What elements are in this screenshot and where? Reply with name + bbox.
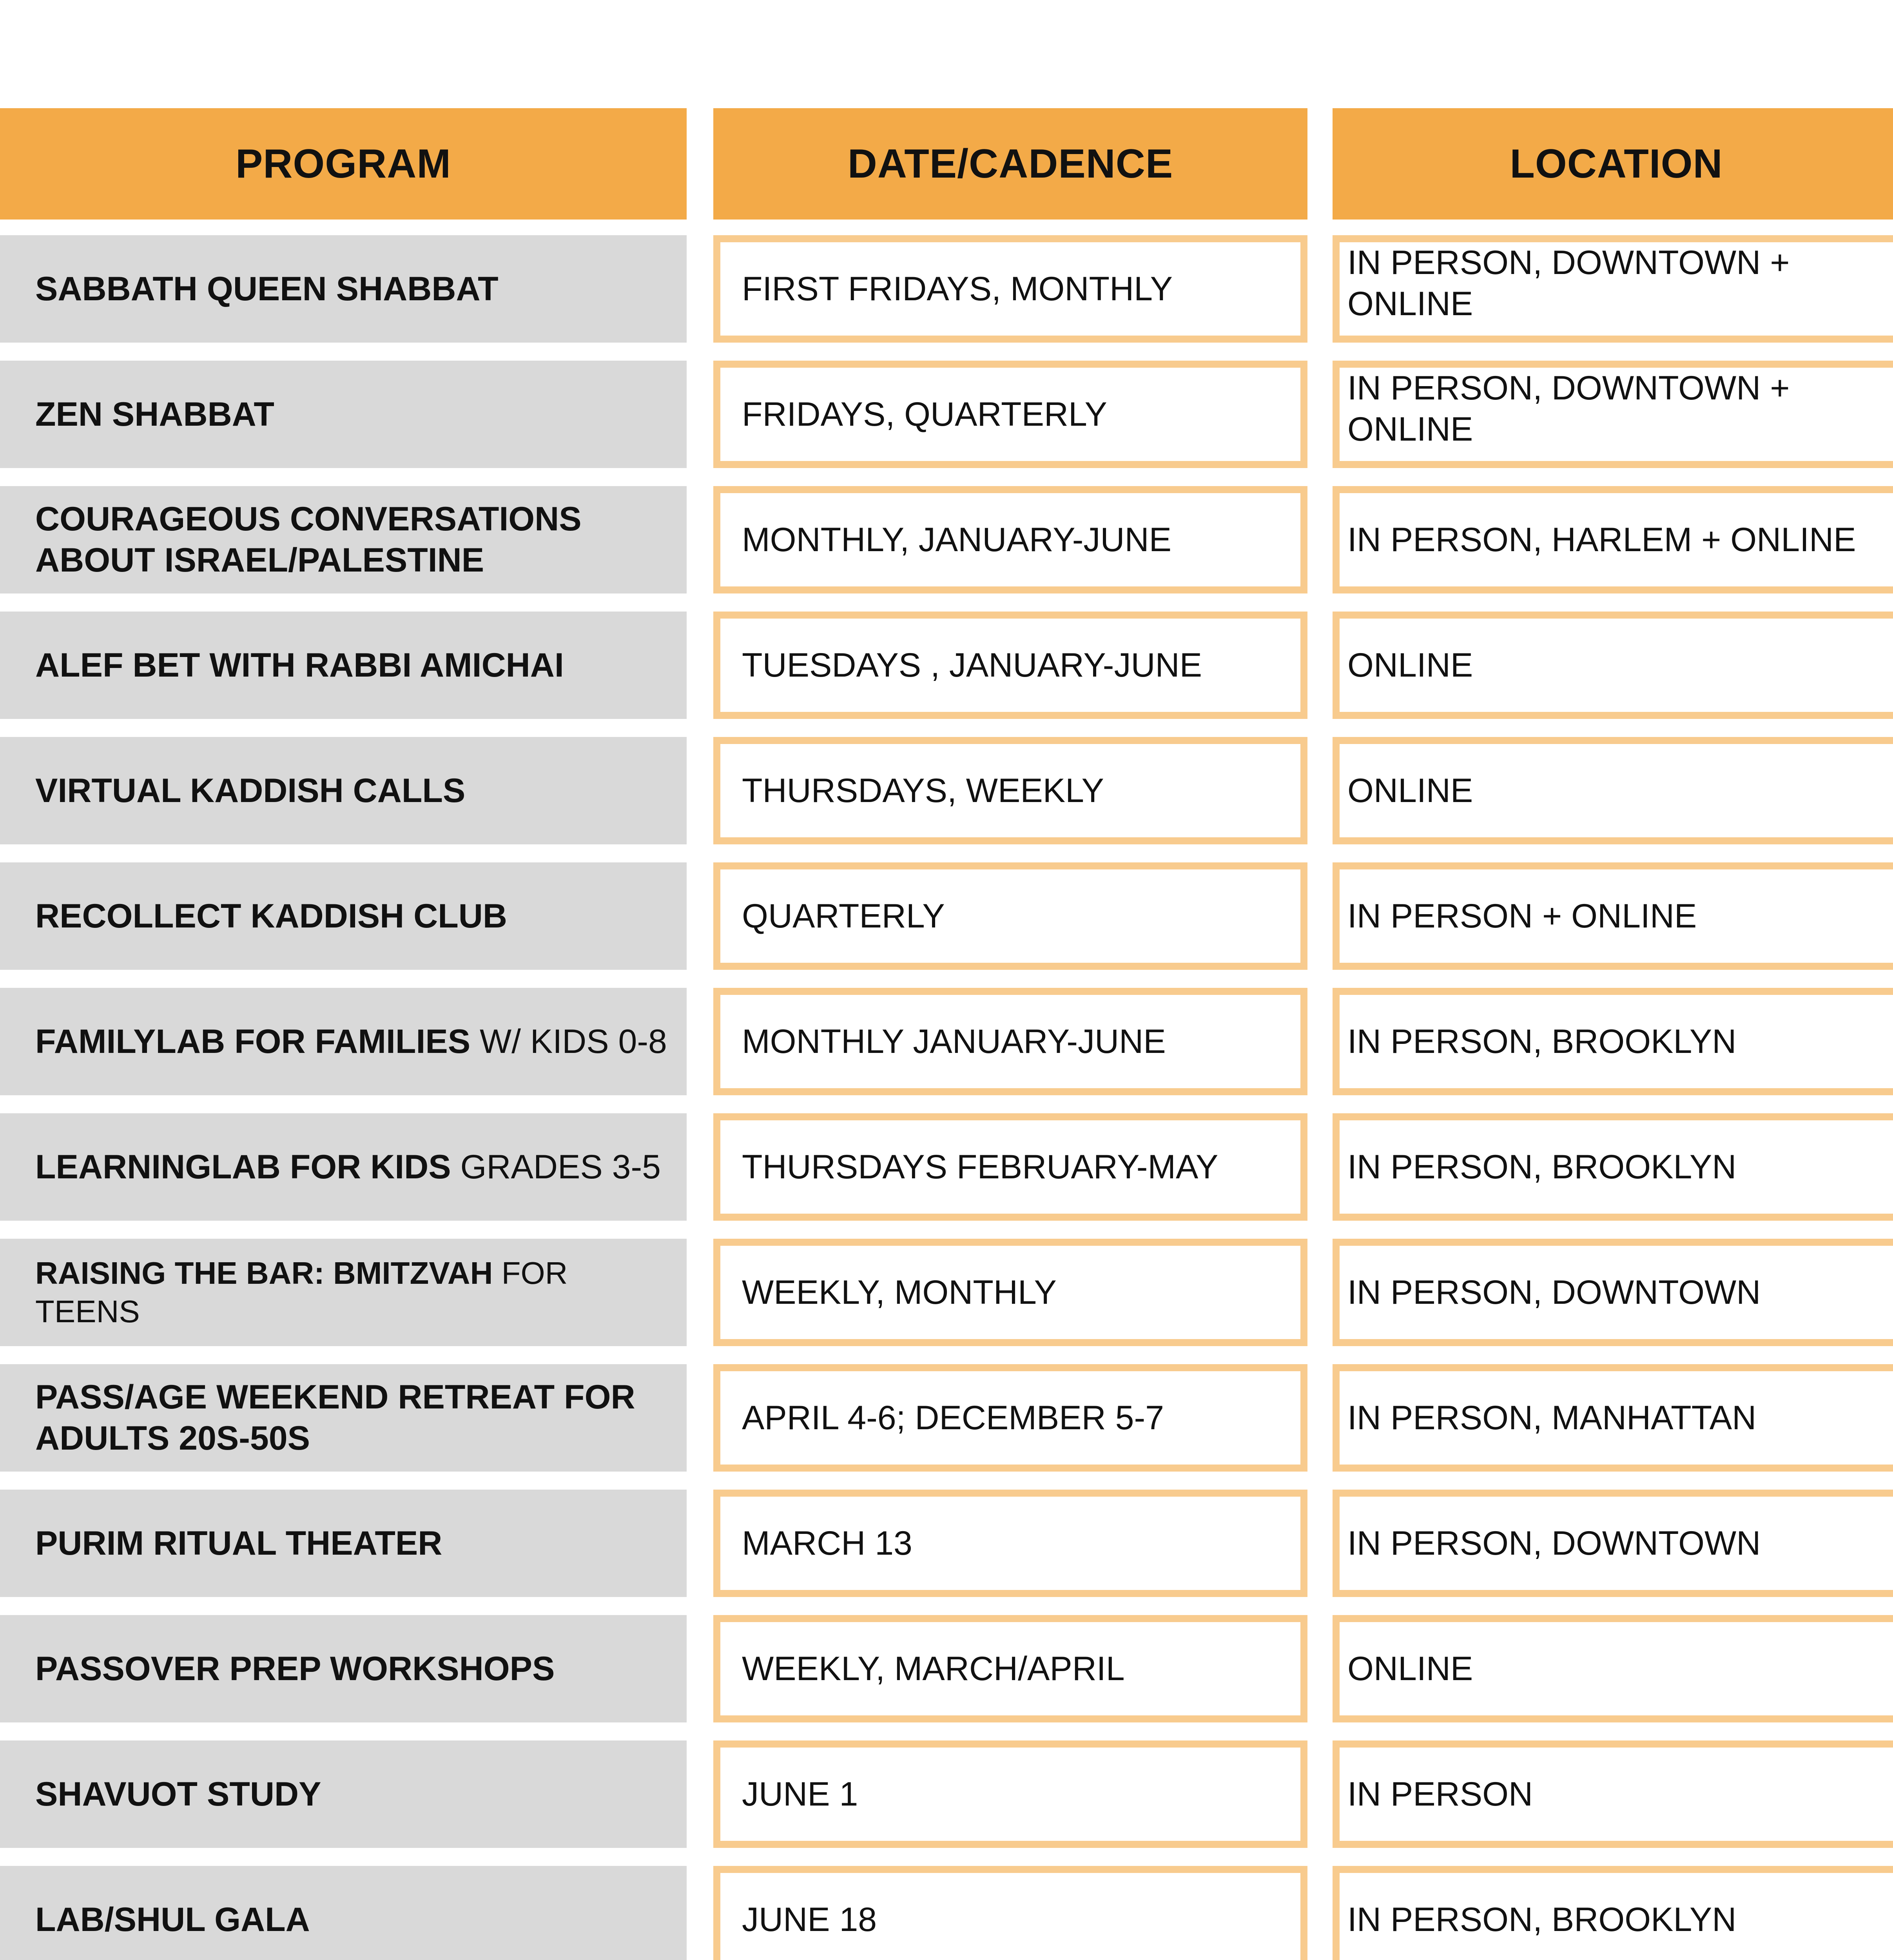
program-name: SABBATH QUEEN SHABBAT bbox=[35, 270, 499, 308]
date-cadence-cell: THURSDAYS, WEEKLY bbox=[713, 737, 1307, 844]
program-cell bbox=[0, 612, 687, 719]
location-cell: IN PERSON, BROOKLYN bbox=[1333, 1113, 1893, 1221]
date-cadence-cell: MONTHLY JANUARY-JUNE bbox=[713, 988, 1307, 1095]
program-name: ALEF BET WITH RABBI AMICHAI bbox=[35, 646, 564, 684]
program-text bbox=[35, 499, 671, 581]
program-audience: GRADES 3-5 bbox=[451, 1148, 661, 1186]
program-text bbox=[35, 1899, 310, 1940]
program-text bbox=[35, 1021, 667, 1062]
program-cell bbox=[0, 862, 687, 970]
program-cell bbox=[0, 361, 687, 468]
program-name: VIRTUAL KADDISH CALLS bbox=[35, 771, 466, 809]
program-text bbox=[35, 896, 507, 937]
program-name: PASSOVER PREP WORKSHOPS bbox=[35, 1650, 555, 1688]
program-cell bbox=[0, 1364, 687, 1472]
location-cell: IN PERSON, BROOKLYN bbox=[1333, 1866, 1893, 1960]
program-text bbox=[35, 269, 499, 310]
program-cell bbox=[0, 486, 687, 593]
program-name: LEARNINGLAB FOR KIDS bbox=[35, 1148, 451, 1186]
location-cell: IN PERSON, HARLEM + ONLINE bbox=[1333, 486, 1893, 593]
date-cadence-cell: TUESDAYS , JANUARY-JUNE bbox=[713, 612, 1307, 719]
date-cadence-cell: THURSDAYS FEBRUARY-MAY bbox=[713, 1113, 1307, 1221]
program-cell bbox=[0, 988, 687, 1095]
program-cell bbox=[0, 235, 687, 343]
date-cadence-cell: WEEKLY, MARCH/APRIL bbox=[713, 1615, 1307, 1722]
program-text bbox=[35, 1377, 671, 1459]
program-name: LAB/SHUL GALA bbox=[35, 1900, 310, 1938]
program-text bbox=[35, 394, 274, 435]
location-cell: IN PERSON, DOWNTOWN + ONLINE bbox=[1333, 235, 1893, 343]
program-name: SHAVUOT STUDY bbox=[35, 1775, 321, 1813]
date-cadence-cell: FRIDAYS, QUARTERLY bbox=[713, 361, 1307, 468]
location-cell: ONLINE bbox=[1333, 612, 1893, 719]
program-name: PASS/AGE WEEKEND RETREAT FOR ADULTS 20S-50S bbox=[35, 1378, 635, 1457]
location-cell: IN PERSON, DOWNTOWN + ONLINE bbox=[1333, 361, 1893, 468]
header-date-cadence: DATE/CADENCE bbox=[713, 108, 1307, 220]
date-cadence-cell: JUNE 18 bbox=[713, 1866, 1307, 1960]
location-cell: IN PERSON, BROOKLYN bbox=[1333, 988, 1893, 1095]
location-cell: IN PERSON, DOWNTOWN bbox=[1333, 1239, 1893, 1346]
program-cell bbox=[0, 1490, 687, 1597]
header-program: PROGRAM bbox=[0, 108, 687, 220]
program-text bbox=[35, 1523, 442, 1564]
program-name: COURAGEOUS CONVERSATIONS ABOUT ISRAEL/PALESTINE bbox=[35, 500, 582, 579]
program-cell bbox=[0, 1239, 687, 1346]
program-cell bbox=[0, 1113, 687, 1221]
program-text bbox=[35, 770, 465, 811]
program-name: ZEN SHABBAT bbox=[35, 395, 274, 433]
program-name: PURIM RITUAL THEATER bbox=[35, 1524, 442, 1562]
program-cell bbox=[0, 1615, 687, 1722]
program-text bbox=[35, 645, 564, 686]
date-cadence-cell: APRIL 4-6; DECEMBER 5-7 bbox=[713, 1364, 1307, 1472]
location-cell: IN PERSON bbox=[1333, 1740, 1893, 1848]
header-location: LOCATION bbox=[1333, 108, 1893, 220]
date-cadence-cell: MONTHLY, JANUARY-JUNE bbox=[713, 486, 1307, 593]
location-cell: ONLINE bbox=[1333, 737, 1893, 844]
program-name: RAISING THE BAR: BMITZVAH bbox=[35, 1256, 493, 1291]
program-cell bbox=[0, 1740, 687, 1848]
program-name: RECOLLECT KADDISH CLUB bbox=[35, 897, 507, 935]
location-cell: IN PERSON, DOWNTOWN bbox=[1333, 1490, 1893, 1597]
program-text bbox=[35, 1254, 671, 1330]
program-text bbox=[35, 1648, 555, 1690]
program-text bbox=[35, 1147, 661, 1188]
date-cadence-cell: QUARTERLY bbox=[713, 862, 1307, 970]
date-cadence-cell: FIRST FRIDAYS, MONTHLY bbox=[713, 235, 1307, 343]
program-cell bbox=[0, 1866, 687, 1960]
program-audience: W/ KIDS 0-8 bbox=[470, 1022, 667, 1060]
program-text bbox=[35, 1774, 321, 1815]
date-cadence-cell: WEEKLY, MONTHLY bbox=[713, 1239, 1307, 1346]
date-cadence-cell: MARCH 13 bbox=[713, 1490, 1307, 1597]
program-name: FAMILYLAB FOR FAMILIES bbox=[35, 1022, 471, 1060]
location-cell: IN PERSON, MANHATTAN bbox=[1333, 1364, 1893, 1472]
location-cell: IN PERSON + ONLINE bbox=[1333, 862, 1893, 970]
date-cadence-cell: JUNE 1 bbox=[713, 1740, 1307, 1848]
program-audience: FOR TEENS bbox=[35, 1256, 568, 1329]
program-cell bbox=[0, 737, 687, 844]
location-cell: ONLINE bbox=[1333, 1615, 1893, 1722]
